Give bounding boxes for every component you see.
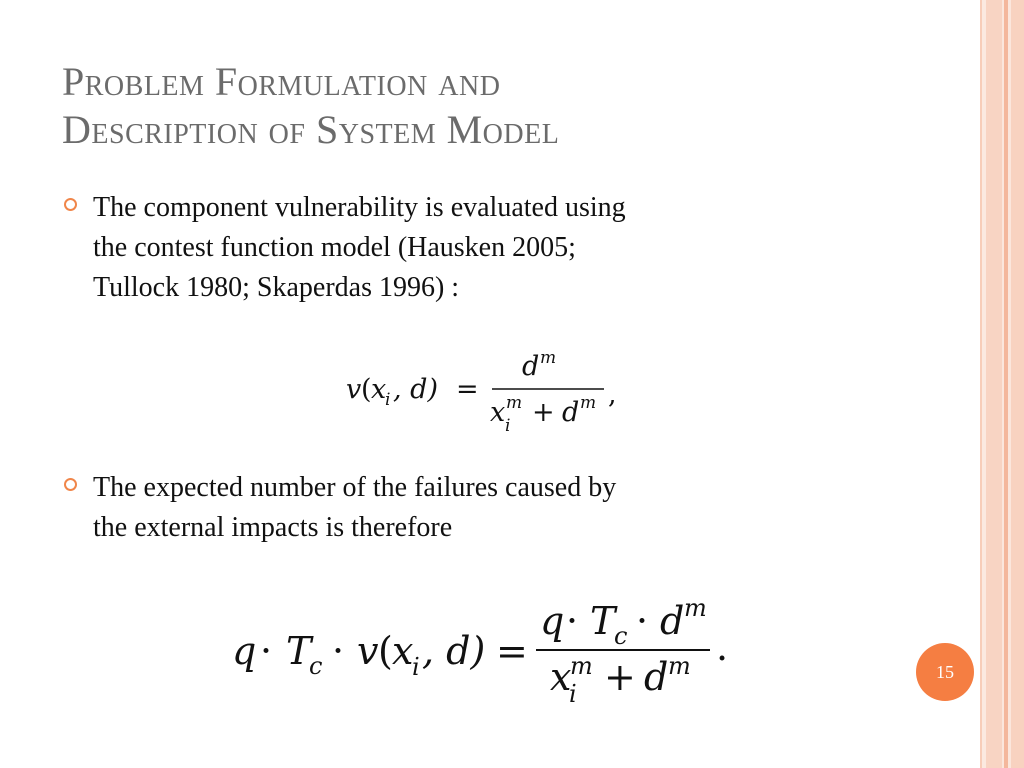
eq2-x-sub: i xyxy=(412,653,420,681)
eq2-num-d-sup: m xyxy=(684,594,707,622)
eq1-trail: , xyxy=(608,379,617,410)
bullet-ring-icon xyxy=(64,478,77,491)
eq1-den-x-sup: m xyxy=(506,393,523,413)
eq2-num-dot-2: · xyxy=(636,599,649,643)
bullet-line: the contest function model (Hausken 2005; xyxy=(93,232,576,263)
eq2-v: v xyxy=(357,629,379,673)
eq2-num-dot-1: · xyxy=(566,599,579,643)
bullet-line: The expected number of the failures caused by xyxy=(93,472,617,503)
eq1-lhs-rest: , d) xyxy=(393,374,438,405)
eq2-q: q xyxy=(232,629,257,673)
eq2-den-x: x xyxy=(550,655,572,699)
eq2-trail: . xyxy=(716,625,729,669)
decorative-right-stripes xyxy=(980,0,1024,768)
eq2-den-d-sup: m xyxy=(668,652,691,680)
slide-title-line-1: Problem Formulation and xyxy=(62,59,501,104)
eq2-den-plus: + xyxy=(604,655,636,699)
eq1-lhs-open: ( xyxy=(361,374,372,405)
eq1-lhs-fn: v xyxy=(346,374,362,405)
stripe xyxy=(1011,0,1024,768)
slide-title-line-2: Description of System Model xyxy=(62,107,560,152)
eq2-dot-1: · xyxy=(260,629,273,673)
eq2-num-d: d xyxy=(660,599,685,643)
eq2-T: T xyxy=(286,629,312,673)
eq2-equals: = xyxy=(496,629,528,673)
eq1-num-base: d xyxy=(522,351,540,382)
eq2-open: ( xyxy=(378,629,393,673)
eq1-lhs-var: x xyxy=(371,374,387,405)
eq1-lhs-sub: i xyxy=(385,390,391,410)
eq2-dot-2: · xyxy=(332,629,345,673)
bullet-ring-icon xyxy=(64,198,77,211)
eq2-rest: , d) xyxy=(422,629,486,673)
slide-title xyxy=(62,58,922,154)
eq1-equals: = xyxy=(456,374,479,405)
eq2-num-q: q xyxy=(540,599,565,643)
bullet-text-1 xyxy=(93,188,863,308)
eq1-den-plus: + xyxy=(532,397,555,428)
eq2-den-d: d xyxy=(644,655,669,699)
stripe xyxy=(986,0,1002,768)
eq2-num-T: T xyxy=(590,599,616,643)
eq2-x: x xyxy=(392,629,414,673)
page-number: 15 xyxy=(936,661,954,682)
eq1-den-x: x xyxy=(490,397,506,428)
bullet-line: The component vulnerability is evaluated using xyxy=(93,192,626,223)
eq1-den-x-sub: i xyxy=(505,416,511,436)
eq2-num-T-sub: c xyxy=(614,622,628,650)
page-number-badge xyxy=(916,643,974,701)
bullet-line: Tullock 1980; Skaperdas 1996) : xyxy=(93,272,460,303)
equation-expected-failures xyxy=(232,590,732,705)
eq1-num-sup: m xyxy=(540,348,557,368)
eq2-T-sub: c xyxy=(309,652,323,680)
bullet-text-2 xyxy=(93,468,863,548)
eq1-den-d: d xyxy=(562,397,580,428)
eq2-den-x-sup: m xyxy=(570,652,593,680)
equation-vulnerability xyxy=(344,343,634,438)
eq1-den-d-sup: m xyxy=(580,393,597,413)
bullet-line: the external impacts is therefore xyxy=(93,512,453,543)
eq2-den-x-sub: i xyxy=(569,680,577,705)
